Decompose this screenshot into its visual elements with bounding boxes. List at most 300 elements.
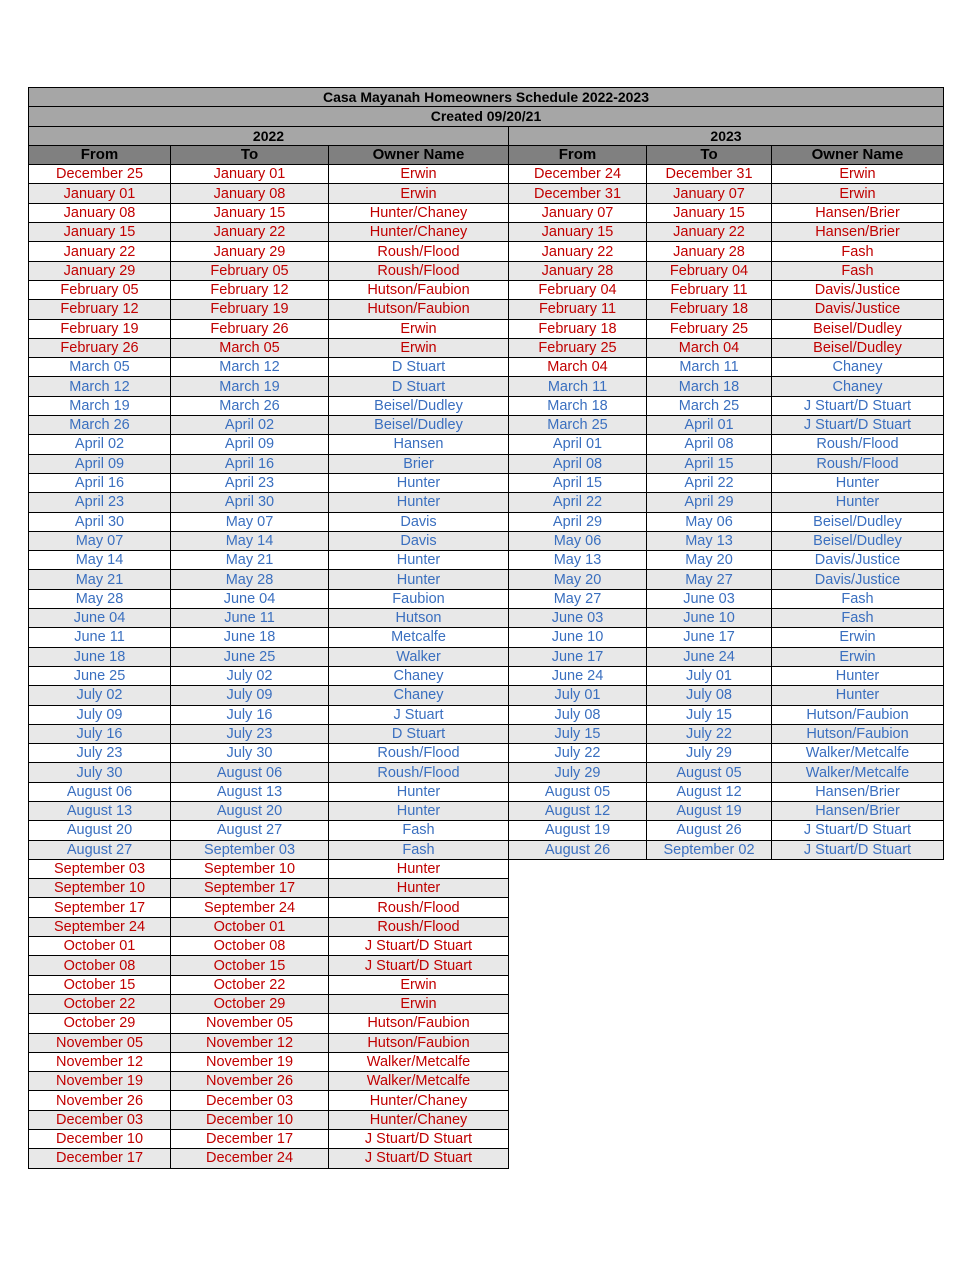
- 2023-to-cell: February 04: [647, 261, 772, 280]
- 2023-owner-cell: Erwin: [772, 184, 944, 203]
- 2022-from-cell: January 08: [29, 203, 171, 222]
- table-row: [29, 859, 944, 878]
- 2023-owner-cell: Erwin: [772, 165, 944, 184]
- 2022-to-cell: November 12: [171, 1033, 329, 1052]
- 2023-owner-cell: Hunter: [772, 666, 944, 685]
- 2022-from-cell: January 15: [29, 223, 171, 242]
- 2022-to-cell: November 05: [171, 1014, 329, 1033]
- empty-cell: [772, 917, 944, 936]
- col-header-owner-2023: Owner Name: [772, 145, 944, 164]
- 2022-to-cell: October 22: [171, 975, 329, 994]
- 2022-to-cell: July 30: [171, 744, 329, 763]
- 2023-from-cell: May 06: [509, 531, 647, 550]
- 2022-from-cell: April 23: [29, 493, 171, 512]
- table-row: [29, 801, 944, 820]
- 2023-to-cell: July 29: [647, 744, 772, 763]
- empty-cell: [772, 1110, 944, 1129]
- 2022-to-cell: August 06: [171, 763, 329, 782]
- 2022-from-cell: January 01: [29, 184, 171, 203]
- 2022-owner-cell: Hunter: [329, 570, 509, 589]
- 2022-owner-cell: Erwin: [329, 165, 509, 184]
- empty-cell: [647, 994, 772, 1013]
- empty-cell: [647, 1149, 772, 1168]
- 2022-from-cell: November 05: [29, 1033, 171, 1052]
- 2023-owner-cell: J Stuart/D Stuart: [772, 821, 944, 840]
- 2022-to-cell: April 23: [171, 473, 329, 492]
- 2023-from-cell: January 22: [509, 242, 647, 261]
- empty-cell: [772, 859, 944, 878]
- 2022-from-cell: November 26: [29, 1091, 171, 1110]
- empty-cell: [647, 956, 772, 975]
- 2023-from-cell: February 25: [509, 338, 647, 357]
- table-row: [29, 724, 944, 743]
- empty-cell: [509, 1149, 647, 1168]
- 2022-from-cell: August 13: [29, 801, 171, 820]
- 2023-from-cell: July 22: [509, 744, 647, 763]
- table-row: [29, 744, 944, 763]
- 2022-from-cell: March 12: [29, 377, 171, 396]
- 2022-to-cell: August 20: [171, 801, 329, 820]
- 2022-owner-cell: Roush/Flood: [329, 898, 509, 917]
- table-row: [29, 261, 944, 280]
- 2022-owner-cell: Beisel/Dudley: [329, 396, 509, 415]
- table-row: [29, 821, 944, 840]
- table-row: [29, 435, 944, 454]
- col-header-from-2023: From: [509, 145, 647, 164]
- empty-cell: [509, 1130, 647, 1149]
- 2023-to-cell: August 05: [647, 763, 772, 782]
- 2022-from-cell: February 26: [29, 338, 171, 357]
- 2022-from-cell: September 03: [29, 859, 171, 878]
- empty-cell: [772, 1014, 944, 1033]
- 2022-to-cell: December 17: [171, 1130, 329, 1149]
- 2023-owner-cell: Fash: [772, 242, 944, 261]
- 2022-from-cell: September 17: [29, 898, 171, 917]
- table-row: [29, 1072, 944, 1091]
- 2023-owner-cell: Davis/Justice: [772, 551, 944, 570]
- 2022-owner-cell: Metcalfe: [329, 628, 509, 647]
- table-row: [29, 203, 944, 222]
- 2022-from-cell: July 30: [29, 763, 171, 782]
- 2023-owner-cell: Erwin: [772, 628, 944, 647]
- 2023-from-cell: March 04: [509, 358, 647, 377]
- table-row: [29, 377, 944, 396]
- 2022-owner-cell: Walker/Metcalfe: [329, 1072, 509, 1091]
- year-2022-header: 2022: [29, 126, 509, 145]
- 2023-from-cell: February 11: [509, 300, 647, 319]
- 2022-to-cell: March 12: [171, 358, 329, 377]
- empty-cell: [772, 1033, 944, 1052]
- 2022-from-cell: February 12: [29, 300, 171, 319]
- table-row: [29, 898, 944, 917]
- 2022-from-cell: July 16: [29, 724, 171, 743]
- 2022-owner-cell: Erwin: [329, 184, 509, 203]
- 2023-to-cell: April 08: [647, 435, 772, 454]
- 2022-to-cell: October 08: [171, 937, 329, 956]
- 2022-owner-cell: J Stuart/D Stuart: [329, 1149, 509, 1168]
- table-row: [29, 473, 944, 492]
- 2023-to-cell: May 06: [647, 512, 772, 531]
- empty-cell: [509, 975, 647, 994]
- 2023-from-cell: July 08: [509, 705, 647, 724]
- 2022-from-cell: May 21: [29, 570, 171, 589]
- empty-cell: [772, 956, 944, 975]
- 2022-owner-cell: J Stuart: [329, 705, 509, 724]
- 2023-owner-cell: Fash: [772, 589, 944, 608]
- 2022-to-cell: January 15: [171, 203, 329, 222]
- 2023-to-cell: February 18: [647, 300, 772, 319]
- empty-cell: [772, 1149, 944, 1168]
- empty-cell: [647, 937, 772, 956]
- 2023-from-cell: March 11: [509, 377, 647, 396]
- empty-cell: [647, 1110, 772, 1129]
- table-row: [29, 454, 944, 473]
- 2022-from-cell: May 28: [29, 589, 171, 608]
- table-row: [29, 570, 944, 589]
- 2022-owner-cell: Roush/Flood: [329, 763, 509, 782]
- empty-cell: [509, 879, 647, 898]
- empty-cell: [647, 879, 772, 898]
- 2023-from-cell: April 15: [509, 473, 647, 492]
- 2023-from-cell: February 04: [509, 280, 647, 299]
- table-row: [29, 628, 944, 647]
- 2023-owner-cell: Davis/Justice: [772, 570, 944, 589]
- 2022-owner-cell: Hunter: [329, 551, 509, 570]
- 2022-owner-cell: Erwin: [329, 338, 509, 357]
- 2023-owner-cell: Hutson/Faubion: [772, 724, 944, 743]
- 2022-owner-cell: Brier: [329, 454, 509, 473]
- table-row: [29, 551, 944, 570]
- table-row: [29, 512, 944, 531]
- 2023-owner-cell: Hansen/Brier: [772, 801, 944, 820]
- 2022-owner-cell: Hunter/Chaney: [329, 1091, 509, 1110]
- 2022-owner-cell: Erwin: [329, 319, 509, 338]
- table-row: [29, 994, 944, 1013]
- table-row: [29, 493, 944, 512]
- table-row: [29, 686, 944, 705]
- empty-cell: [647, 1033, 772, 1052]
- table-row: [29, 184, 944, 203]
- 2022-owner-cell: Hunter: [329, 493, 509, 512]
- 2022-to-cell: January 29: [171, 242, 329, 261]
- table-row: [29, 1130, 944, 1149]
- 2022-to-cell: April 30: [171, 493, 329, 512]
- 2022-from-cell: July 23: [29, 744, 171, 763]
- 2023-to-cell: May 13: [647, 531, 772, 550]
- 2022-owner-cell: Davis: [329, 531, 509, 550]
- 2023-to-cell: March 25: [647, 396, 772, 415]
- 2023-owner-cell: Walker/Metcalfe: [772, 744, 944, 763]
- 2022-owner-cell: D Stuart: [329, 358, 509, 377]
- 2022-from-cell: June 11: [29, 628, 171, 647]
- empty-cell: [772, 898, 944, 917]
- empty-cell: [509, 937, 647, 956]
- 2022-owner-cell: Fash: [329, 840, 509, 859]
- empty-cell: [647, 859, 772, 878]
- table-row: [29, 223, 944, 242]
- 2022-to-cell: February 12: [171, 280, 329, 299]
- 2022-from-cell: May 07: [29, 531, 171, 550]
- 2023-owner-cell: Hansen/Brier: [772, 203, 944, 222]
- 2022-to-cell: December 24: [171, 1149, 329, 1168]
- table-row: [29, 1110, 944, 1129]
- 2022-owner-cell: D Stuart: [329, 377, 509, 396]
- table-row: [29, 763, 944, 782]
- table-row: [29, 975, 944, 994]
- 2022-to-cell: January 01: [171, 165, 329, 184]
- 2022-owner-cell: Faubion: [329, 589, 509, 608]
- 2022-owner-cell: Chaney: [329, 666, 509, 685]
- table-row: [29, 956, 944, 975]
- 2023-from-cell: May 27: [509, 589, 647, 608]
- 2023-to-cell: June 10: [647, 609, 772, 628]
- table-row: [29, 589, 944, 608]
- table-row: [29, 917, 944, 936]
- 2022-owner-cell: J Stuart/D Stuart: [329, 937, 509, 956]
- 2023-to-cell: May 27: [647, 570, 772, 589]
- 2023-to-cell: December 31: [647, 165, 772, 184]
- 2023-owner-cell: Hunter: [772, 686, 944, 705]
- table-row: [29, 1033, 944, 1052]
- schedule-subtitle: Created 09/20/21: [29, 107, 944, 126]
- 2023-to-cell: August 19: [647, 801, 772, 820]
- 2022-owner-cell: Erwin: [329, 994, 509, 1013]
- 2023-owner-cell: J Stuart/D Stuart: [772, 416, 944, 435]
- 2023-owner-cell: Chaney: [772, 377, 944, 396]
- 2022-to-cell: May 07: [171, 512, 329, 531]
- 2022-owner-cell: Davis: [329, 512, 509, 531]
- 2023-to-cell: August 12: [647, 782, 772, 801]
- 2022-owner-cell: Roush/Flood: [329, 917, 509, 936]
- 2023-from-cell: August 26: [509, 840, 647, 859]
- 2022-owner-cell: Walker: [329, 647, 509, 666]
- 2023-to-cell: August 26: [647, 821, 772, 840]
- 2023-to-cell: March 18: [647, 377, 772, 396]
- 2022-to-cell: August 13: [171, 782, 329, 801]
- 2023-to-cell: May 20: [647, 551, 772, 570]
- table-row: [29, 879, 944, 898]
- 2023-owner-cell: Beisel/Dudley: [772, 338, 944, 357]
- 2022-from-cell: July 09: [29, 705, 171, 724]
- 2022-to-cell: December 03: [171, 1091, 329, 1110]
- 2022-to-cell: March 26: [171, 396, 329, 415]
- 2023-from-cell: April 29: [509, 512, 647, 531]
- 2023-owner-cell: Hunter: [772, 493, 944, 512]
- empty-cell: [509, 1072, 647, 1091]
- 2023-from-cell: March 18: [509, 396, 647, 415]
- 2023-to-cell: January 07: [647, 184, 772, 203]
- empty-cell: [647, 1014, 772, 1033]
- 2023-owner-cell: Hansen/Brier: [772, 782, 944, 801]
- empty-cell: [772, 879, 944, 898]
- empty-cell: [509, 1033, 647, 1052]
- 2022-from-cell: June 04: [29, 609, 171, 628]
- 2022-owner-cell: Hutson/Faubion: [329, 300, 509, 319]
- 2022-from-cell: December 03: [29, 1110, 171, 1129]
- 2023-from-cell: July 01: [509, 686, 647, 705]
- 2023-owner-cell: Roush/Flood: [772, 454, 944, 473]
- empty-cell: [647, 975, 772, 994]
- 2023-owner-cell: Erwin: [772, 647, 944, 666]
- 2023-from-cell: January 28: [509, 261, 647, 280]
- 2022-from-cell: October 29: [29, 1014, 171, 1033]
- 2022-owner-cell: Roush/Flood: [329, 744, 509, 763]
- 2022-to-cell: April 09: [171, 435, 329, 454]
- empty-cell: [509, 898, 647, 917]
- 2022-to-cell: May 21: [171, 551, 329, 570]
- 2023-from-cell: January 07: [509, 203, 647, 222]
- col-header-to-2022: To: [171, 145, 329, 164]
- 2022-from-cell: February 19: [29, 319, 171, 338]
- schedule-table: [28, 87, 944, 1169]
- schedule-title: Casa Mayanah Homeowners Schedule 2022-2023: [29, 88, 944, 107]
- 2022-from-cell: August 20: [29, 821, 171, 840]
- 2022-from-cell: October 08: [29, 956, 171, 975]
- table-row: [29, 937, 944, 956]
- 2022-from-cell: September 10: [29, 879, 171, 898]
- 2022-from-cell: December 25: [29, 165, 171, 184]
- table-row: [29, 300, 944, 319]
- 2022-from-cell: November 19: [29, 1072, 171, 1091]
- 2022-to-cell: March 19: [171, 377, 329, 396]
- 2023-from-cell: February 18: [509, 319, 647, 338]
- table-row: [29, 338, 944, 357]
- 2023-owner-cell: J Stuart/D Stuart: [772, 396, 944, 415]
- 2023-to-cell: June 24: [647, 647, 772, 666]
- 2023-owner-cell: Fash: [772, 261, 944, 280]
- 2023-owner-cell: J Stuart/D Stuart: [772, 840, 944, 859]
- empty-cell: [647, 1052, 772, 1071]
- 2022-owner-cell: Hutson: [329, 609, 509, 628]
- empty-cell: [772, 994, 944, 1013]
- empty-cell: [647, 1091, 772, 1110]
- empty-cell: [772, 1072, 944, 1091]
- year-2023-header: 2023: [509, 126, 944, 145]
- 2023-from-cell: April 22: [509, 493, 647, 512]
- empty-cell: [509, 1091, 647, 1110]
- 2022-owner-cell: Erwin: [329, 975, 509, 994]
- 2023-owner-cell: Davis/Justice: [772, 280, 944, 299]
- 2022-from-cell: September 24: [29, 917, 171, 936]
- 2022-from-cell: March 26: [29, 416, 171, 435]
- 2022-from-cell: December 17: [29, 1149, 171, 1168]
- 2022-owner-cell: Roush/Flood: [329, 261, 509, 280]
- 2022-to-cell: May 28: [171, 570, 329, 589]
- 2022-from-cell: October 15: [29, 975, 171, 994]
- 2022-owner-cell: J Stuart/D Stuart: [329, 1130, 509, 1149]
- 2022-from-cell: November 12: [29, 1052, 171, 1071]
- 2023-from-cell: August 05: [509, 782, 647, 801]
- 2022-from-cell: March 19: [29, 396, 171, 415]
- empty-cell: [509, 859, 647, 878]
- 2023-to-cell: January 15: [647, 203, 772, 222]
- empty-cell: [647, 917, 772, 936]
- table-row: [29, 1014, 944, 1033]
- 2023-to-cell: July 22: [647, 724, 772, 743]
- 2023-owner-cell: Fash: [772, 609, 944, 628]
- 2022-from-cell: June 18: [29, 647, 171, 666]
- 2022-owner-cell: Hunter: [329, 473, 509, 492]
- 2023-from-cell: June 10: [509, 628, 647, 647]
- 2023-to-cell: March 04: [647, 338, 772, 357]
- table-row: [29, 705, 944, 724]
- 2022-from-cell: August 06: [29, 782, 171, 801]
- 2023-owner-cell: Hunter: [772, 473, 944, 492]
- 2022-to-cell: April 02: [171, 416, 329, 435]
- table-row: [29, 280, 944, 299]
- 2022-to-cell: July 02: [171, 666, 329, 685]
- 2022-from-cell: April 09: [29, 454, 171, 473]
- 2022-to-cell: July 09: [171, 686, 329, 705]
- table-row: [29, 840, 944, 859]
- 2023-from-cell: March 25: [509, 416, 647, 435]
- 2022-to-cell: July 23: [171, 724, 329, 743]
- 2023-to-cell: July 15: [647, 705, 772, 724]
- table-row: [29, 531, 944, 550]
- table-row: [29, 782, 944, 801]
- 2023-owner-cell: Beisel/Dudley: [772, 319, 944, 338]
- 2022-to-cell: October 01: [171, 917, 329, 936]
- col-header-owner-2022: Owner Name: [329, 145, 509, 164]
- 2023-from-cell: December 24: [509, 165, 647, 184]
- empty-cell: [509, 917, 647, 936]
- 2022-to-cell: July 16: [171, 705, 329, 724]
- table-row: [29, 319, 944, 338]
- 2022-to-cell: April 16: [171, 454, 329, 473]
- 2023-to-cell: July 08: [647, 686, 772, 705]
- empty-cell: [647, 1130, 772, 1149]
- empty-cell: [509, 956, 647, 975]
- 2022-owner-cell: Hutson/Faubion: [329, 1014, 509, 1033]
- 2022-owner-cell: Hunter/Chaney: [329, 1110, 509, 1129]
- 2023-to-cell: February 11: [647, 280, 772, 299]
- 2022-owner-cell: Hutson/Faubion: [329, 1033, 509, 1052]
- 2022-from-cell: May 14: [29, 551, 171, 570]
- 2023-from-cell: August 19: [509, 821, 647, 840]
- empty-cell: [772, 1052, 944, 1071]
- 2023-from-cell: July 29: [509, 763, 647, 782]
- 2022-owner-cell: Chaney: [329, 686, 509, 705]
- 2022-from-cell: April 02: [29, 435, 171, 454]
- table-row: [29, 1052, 944, 1071]
- 2022-owner-cell: Hunter: [329, 782, 509, 801]
- 2022-from-cell: August 27: [29, 840, 171, 859]
- table-row: [29, 242, 944, 261]
- 2022-to-cell: August 27: [171, 821, 329, 840]
- 2023-to-cell: July 01: [647, 666, 772, 685]
- 2023-owner-cell: Beisel/Dudley: [772, 531, 944, 550]
- 2022-to-cell: February 19: [171, 300, 329, 319]
- 2023-owner-cell: Chaney: [772, 358, 944, 377]
- 2023-owner-cell: Walker/Metcalfe: [772, 763, 944, 782]
- table-row: [29, 396, 944, 415]
- 2023-owner-cell: Davis/Justice: [772, 300, 944, 319]
- table-row: [29, 1149, 944, 1168]
- empty-cell: [509, 1052, 647, 1071]
- 2022-to-cell: February 05: [171, 261, 329, 280]
- 2022-to-cell: June 04: [171, 589, 329, 608]
- 2023-owner-cell: Beisel/Dudley: [772, 512, 944, 531]
- 2023-owner-cell: Hutson/Faubion: [772, 705, 944, 724]
- 2022-to-cell: November 19: [171, 1052, 329, 1071]
- 2022-to-cell: September 24: [171, 898, 329, 917]
- 2022-owner-cell: D Stuart: [329, 724, 509, 743]
- 2022-to-cell: February 26: [171, 319, 329, 338]
- 2023-from-cell: May 20: [509, 570, 647, 589]
- empty-cell: [772, 975, 944, 994]
- 2023-from-cell: June 24: [509, 666, 647, 685]
- empty-cell: [509, 1014, 647, 1033]
